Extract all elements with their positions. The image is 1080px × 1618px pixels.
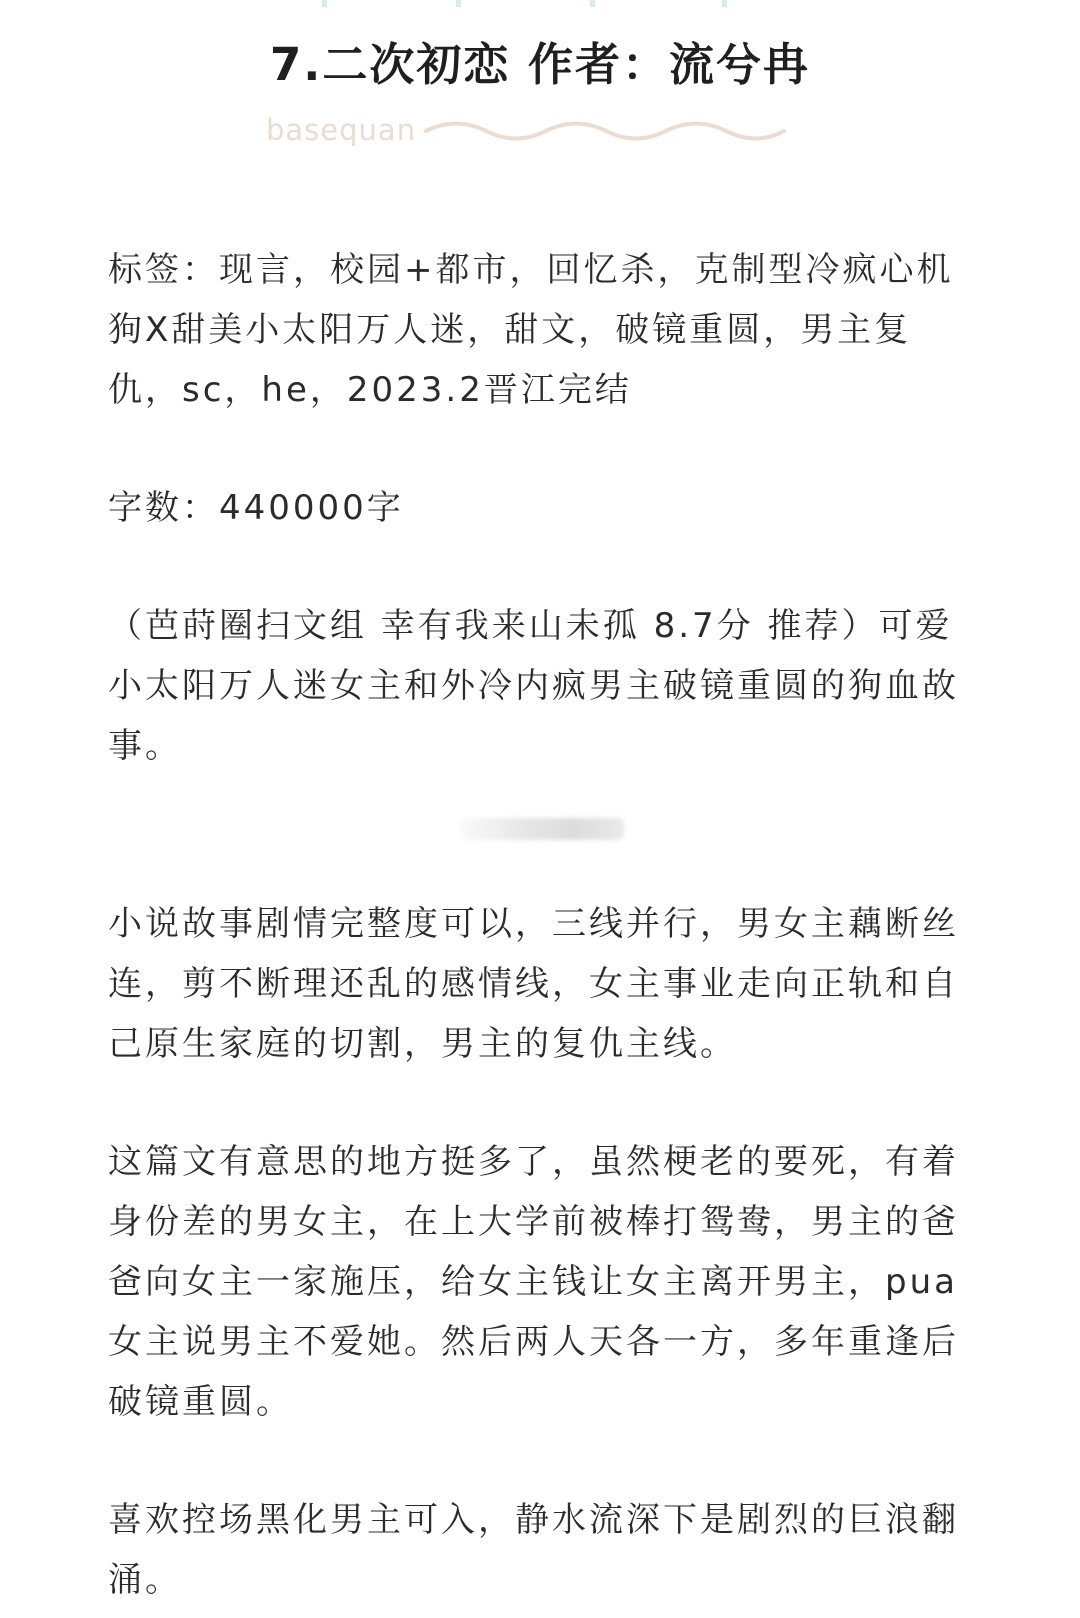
watermark	[266, 108, 806, 152]
word-count-paragraph: 字数：440000字	[108, 488, 404, 528]
redacted-blur	[108, 776, 976, 894]
plot-paragraph: 小说故事剧情完整度可以，三线并行，男女主藕断丝连，剪不断理还乱的感情线，女主事业走向正轨和自己原生家庭的切割，男主的复仇主线。	[108, 904, 959, 1064]
top-edge-decoration	[0, 0, 1080, 8]
recommendation-paragraph: （芭莳圈扫文组 幸有我来山未孤 8.7分 推荐）可爱小太阳万人迷女主和外冷内疯男主破镜重圆的狗血故事。	[108, 606, 959, 766]
detail-paragraph: 这篇文有意思的地方挺多了，虽然梗老的要死，有着身份差的男女主，在上大学前被棒打鸳鸯，男主的爸爸向女主一家施压，给女主钱让女主离开男主，pua女主说男主不爱她。然后两人天各一方，多年重逢后破镜重圆。	[108, 1142, 959, 1422]
post-title: 7.二次初恋 作者：流兮冉	[269, 38, 811, 91]
watermark-text: basequan	[266, 113, 417, 147]
article-body	[108, 240, 976, 1610]
wave-decoration-icon	[424, 114, 786, 148]
tags-paragraph: 标签：现言，校园+都市，回忆杀，克制型冷疯心机狗X甜美小太阳万人迷，甜文，破镜重圆，男主复仇，sc，he，2023.2晋江完结	[108, 250, 954, 410]
closing-paragraph: 喜欢控场黑化男主可入，静水流深下是剧烈的巨浪翻涌。	[108, 1500, 959, 1600]
